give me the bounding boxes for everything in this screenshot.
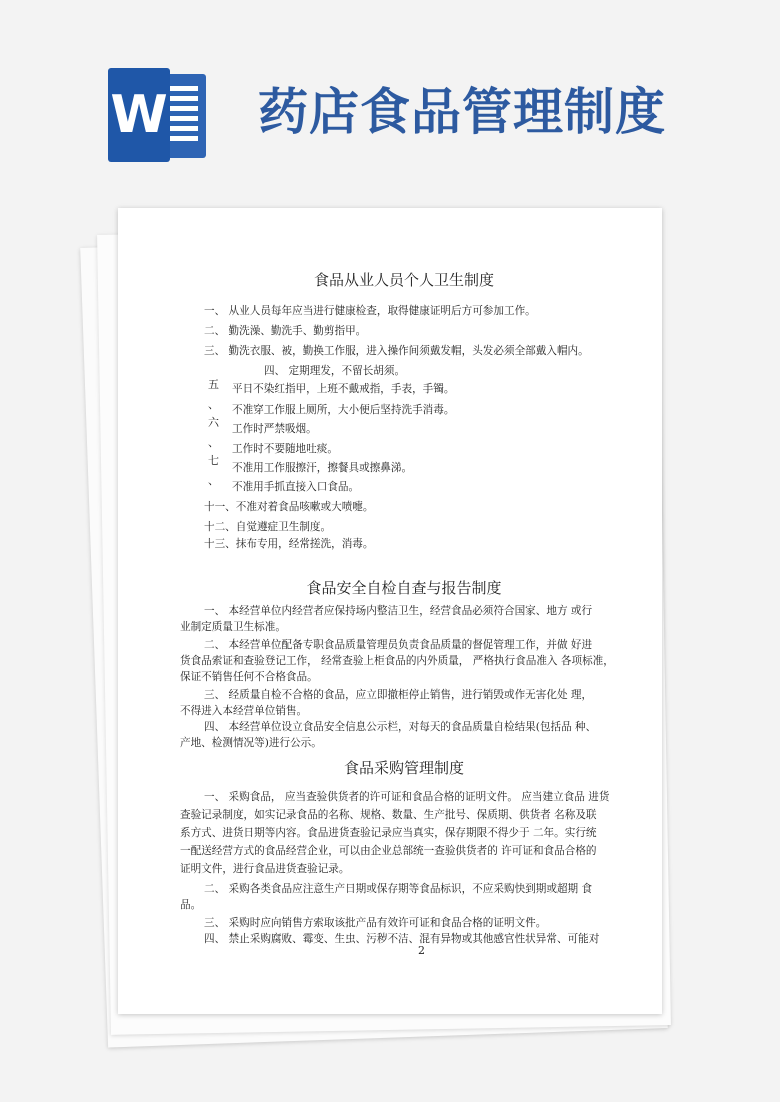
text-line: 一、 本经营单位内经营者应保持场内整洁卫生，经营食品必须符合国家、地方 或行 (204, 605, 593, 617)
text-line: 查验记录制度，如实记录食品的名称、规格、数量、生产批号、保质期、供货者 名称及联 (180, 809, 597, 821)
list-number: 、 (208, 474, 219, 487)
text-line: 工作时严禁吸烟。 (232, 423, 317, 435)
text-line: 不准穿工作服上厕所，大小便后坚持洗手消毒。 (232, 404, 455, 416)
text-line: 平日不染红指甲，上班不戴戒指，手表，手镯。 (232, 383, 455, 395)
banner (0, 0, 780, 200)
text-line: 一、 从业人员每年应当进行健康检查，取得健康证明后方可参加工作。 (204, 305, 536, 317)
list-number: 、 (208, 398, 219, 411)
text-line: 四、 定期理发，不留长胡须。 (264, 365, 406, 377)
text-line: 十一、不准对着食品咳嗽或大喷嚏。 (204, 501, 374, 513)
word-icon (108, 68, 208, 162)
text-line: 三、 采购时应向销售方索取该批产品有效许可证和食品合格的证明文件。 (204, 917, 547, 929)
list-number: 七 (208, 454, 219, 467)
page-number: 2 (418, 944, 425, 957)
text-line: 业制定质量卫生标准。 (180, 621, 286, 633)
text-line: 不准用手抓直接入口食品。 (232, 481, 360, 493)
text-line: 工作时不要随地吐痰。 (232, 443, 338, 455)
word-logo-letter: W (108, 68, 170, 162)
list-number: 五 (208, 378, 219, 391)
text-line: 不准用工作服擦汗，擦餐具或擦鼻涕。 (232, 462, 413, 474)
page-title: 药店食品管理制度 (258, 83, 666, 141)
text-line: 二、 本经营单位配备专职食品质量管理员负责食品质量的督促管理工作，并做 好进 (204, 639, 593, 651)
text-line: 二、 采购各类食品应注意生产日期或保存期等食品标识，不应采购快到期或超期 食 (204, 883, 593, 895)
section-title-self-inspection: 食品安全自检自查与报告制度 (306, 579, 502, 597)
text-line: 四、 禁止采购腐败、霉变、生虫、污秽不洁、混有异物或其他感官性状异常、可能对 (204, 933, 600, 945)
text-line: 一、 采购食品， 应当查验供货者的许可证和食品合格的证明文件。 应当建立食品 进货 (204, 791, 610, 803)
text-line: 三、 经质量自检不合格的食品，应立即撤柜停止销售，进行销毁或作无害化处 理， (204, 689, 593, 701)
document-page (118, 208, 662, 1014)
text-line: 保证不销售任何不合格食品。 (180, 671, 318, 683)
text-line: 十二、自觉遵症卫生制度。 (204, 521, 332, 533)
text-line: 一配送经营方式的食品经营企业，可以由企业总部统一查验供货者的 许可证和食品合格的 (180, 845, 597, 857)
text-line: 十三、抹布专用，经常搓洗，消毒。 (204, 538, 374, 550)
text-line: 不得进入本经营单位销售。 (180, 705, 308, 717)
text-line: 货食品索证和查验登记工作， 经常查验上柜食品的内外质量， 严格执行食品准入 各项标准， (180, 655, 614, 667)
text-line: 系方式、进货日期等内容。食品进货查验记录应当真实，保存期限不得少于 二年。实行统 (180, 827, 597, 839)
text-line: 三、 勤洗衣服、被，勤换工作服，进入操作间须戴发帽，头发必须全部戴入帽内。 (204, 345, 589, 357)
text-line: 品。 (180, 899, 202, 911)
text-line: 产地、检测情况等)进行公示。 (180, 737, 322, 749)
list-number: 、 (208, 436, 219, 449)
text-line: 证明文件，进行食品进货查验记录。 (180, 863, 350, 875)
list-number: 六 (208, 416, 219, 429)
text-line: 四、 本经营单位设立食品安全信息公示栏，对每天的食品质量自检结果(包括品 种、 (204, 721, 597, 733)
section-title-hygiene: 食品从业人员个人卫生制度 (313, 271, 494, 289)
text-line: 二、 勤洗澡、勤洗手、勤剪指甲。 (204, 325, 367, 337)
section-title-procurement: 食品采购管理制度 (343, 759, 464, 777)
